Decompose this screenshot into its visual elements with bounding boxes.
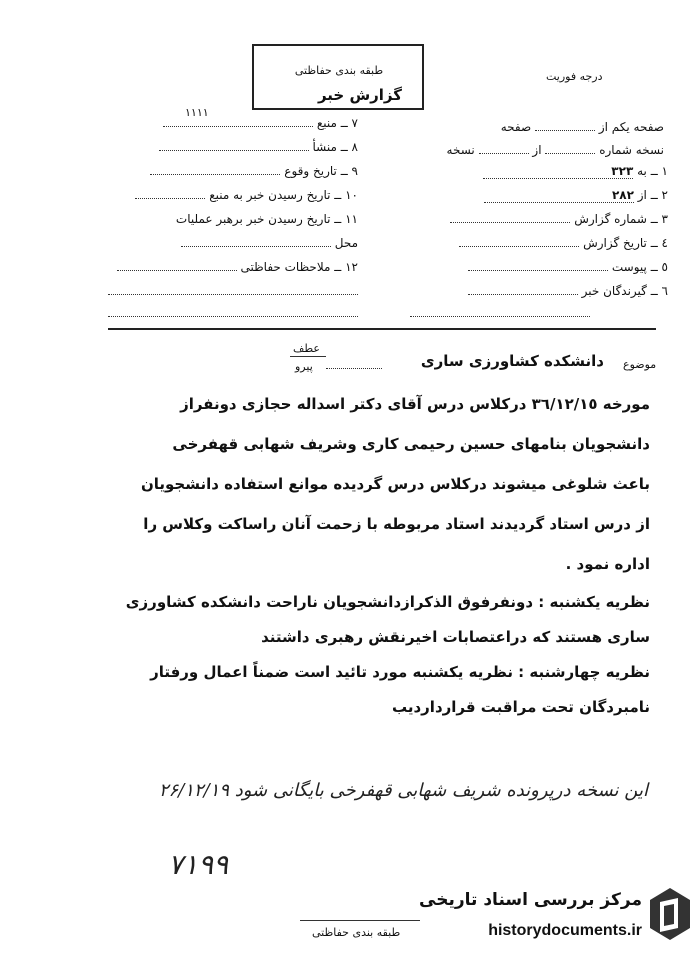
field-row: ٢ ــ از ٢٨٢ [368, 188, 668, 212]
serial-number: ١١١١ [185, 106, 209, 119]
field-row: ٨ ــ منشأ [108, 140, 358, 164]
blank-line [326, 368, 382, 369]
field-row: محل [108, 236, 358, 260]
urgency-label: درجه فوریت [546, 70, 603, 83]
handwritten-note: این نسخه درپرونده شریف شهابی قهفرخی بایگانی شود ۲۶/۱۲/۱۹ [158, 780, 648, 801]
blank-line [410, 316, 590, 317]
field-to-value: ٣٢٣ [483, 164, 633, 179]
field-row: ٥ ــ پیوست [368, 260, 668, 284]
watermark-title: مرکز بررسی اسناد تاریخی [419, 890, 642, 910]
handwritten-number: ٧١٩٩ [168, 848, 229, 881]
body-line: مورخه ٣٦/١٢/١٥ درکلاس درس آقای دکتر اسداله حجازی دونفراز [180, 395, 650, 413]
body-line: نظریه یکشنبه : دونفرفوق الذکرازدانشجویان ناراحت دانشکده کشاورزی [125, 593, 650, 611]
field-row: ٦ ــ گیرندگان خبر [368, 284, 668, 308]
subject-value: دانشکده کشاورزی ساری [420, 352, 604, 370]
page-line [364, 120, 664, 134]
body-line: اداره نمود . [565, 555, 650, 573]
report-body [120, 384, 650, 724]
field-row: ١١ ــ تاریخ رسیدن خبر برهبر عملیات [175, 212, 358, 226]
copy-suffix: نسخه [446, 143, 475, 157]
field-row: ٤ ــ تاریخ گزارش [368, 236, 668, 260]
body-line: باعث شلوغی میشوند درکلاس درس گردیده موانع استفاده دانشجویان [140, 475, 650, 493]
classification-top-label: طبقه بندی حفاظتی [294, 64, 384, 77]
copy-of: از [532, 143, 542, 157]
classification-header-box [252, 44, 424, 110]
field-row: ١ ــ به ٣٢٣ [368, 164, 668, 188]
body-line: ساری هستند که دراعتصابات اخیرنقش رهبری داشتند [261, 628, 650, 646]
body-line: نامبردگان تحت مراقبت قرارداردیب [391, 698, 650, 716]
field-from-value: ٢٨٢ [484, 188, 634, 203]
body-line: دانشجویان بنامهای حسین رحیمی کاری وشریف شهابی قهفرخی [172, 435, 650, 453]
fields-right [368, 164, 668, 308]
form-title: گزارش خبر [317, 86, 402, 104]
body-line: نظریه چهارشنبه : نظریه یکشنبه مورد تائید است ضمناً اعمال ورفتار [150, 663, 650, 681]
blank-line [108, 294, 358, 295]
divider [108, 328, 656, 330]
field-row: ١٠ ــ تاریخ رسیدن خبر به منبع [108, 188, 358, 212]
field-row: ٩ ــ تاریخ وقوع [108, 164, 358, 188]
ref-top-label: عطف [293, 342, 320, 355]
copy-label: نسخه شماره [599, 143, 664, 157]
fields-left [108, 116, 358, 284]
archive-logo-icon [648, 886, 692, 942]
watermark [396, 878, 696, 968]
subject-label: موضوع [623, 358, 657, 371]
field-row: ٣ ــ شماره گزارش [368, 212, 668, 236]
page-suffix: صفحه [500, 120, 532, 134]
ref-divider [290, 356, 326, 357]
blank-line [108, 316, 358, 317]
page-label: صفحه یکم از [598, 120, 664, 134]
field-row: ١٢ ــ ملاحظات حفاظتی [108, 260, 358, 284]
field-row: ٧ ــ منبع [108, 116, 358, 140]
body-line: از درس استاد گردیدند استاد مربوطه با زحمت آنان راساکت وکلاس را [143, 515, 650, 533]
classification-bottom-label: طبقه بندی حفاظتی [312, 926, 401, 939]
ref-bottom-label: پیرو [295, 360, 313, 373]
watermark-url: historydocuments.ir [488, 922, 642, 939]
copy-line [364, 143, 664, 157]
